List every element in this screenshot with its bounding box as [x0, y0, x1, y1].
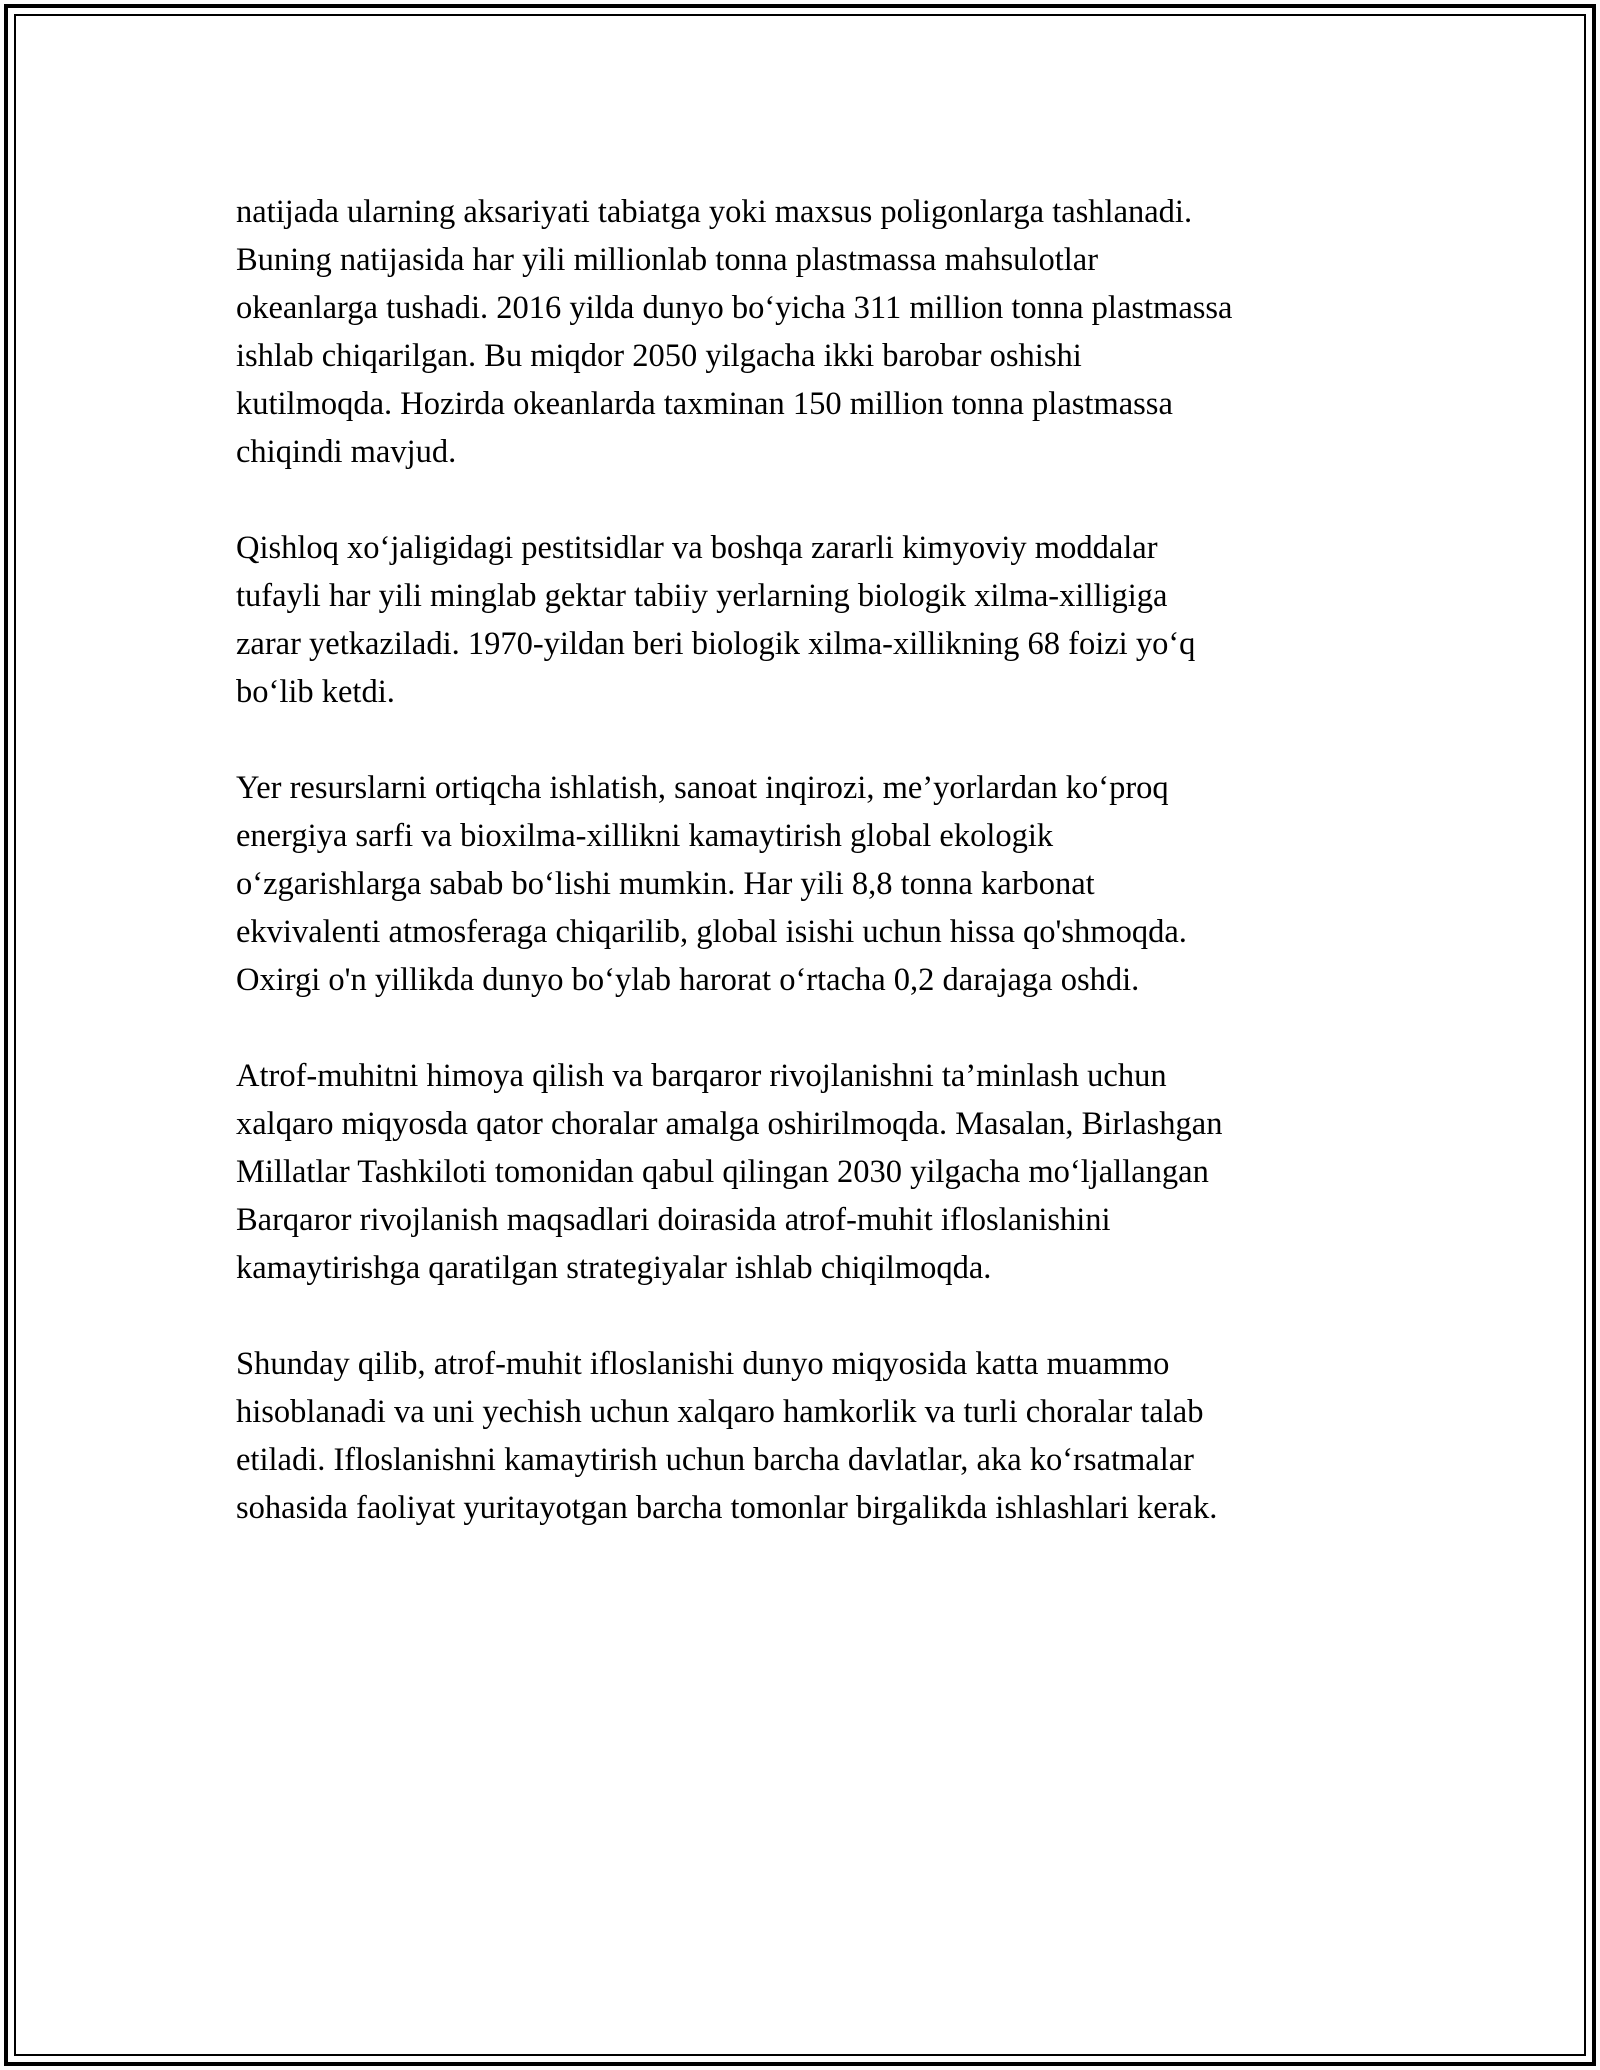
paragraph-international-measures: Atrof-muhitni himoya qilish va barqaror rivojlanishni ta’minlash uchun xalqaro miqyosda qator choralar amalga oshirilmoqda. Masalan, Birlashgan Millatlar Tashkiloti tomonidan qabul qilingan 2030 yilgacha mo‘ljallangan Barqaror rivojlanish maqsadlari doirasida atrof-muhit ifloslanishini kamaytirishga qaratilgan strategiyalar ishlab chiqilmoqda. [236, 1058, 1223, 1286]
paragraph-pesticides: Qishloq xo‘jaligidagi pestitsidlar va boshqa zararli kimyoviy moddalar tufayli har yili minglab gektar tabiiy yerlarning biologik xilma-xilligiga zarar yetkaziladi. 1970-yildan beri biologik xilma-xillikning 68 foizi yo‘q bo‘lib ketdi. [236, 530, 1196, 710]
paragraph-conclusion: Shunday qilib, atrof-muhit ifloslanishi dunyo miqyosida katta muammo hisoblanadi va uni yechish uchun xalqaro hamkorlik va turli choralar talab etiladi. Ifloslanishni kamaytirish uchun barcha davlatlar, aka ko‘rsatmalar sohasida faoliyat yuritayotgan barcha tomonlar birgalikda ishlashlari kerak. [236, 1346, 1218, 1526]
document-body [236, 188, 1376, 1532]
paragraph-global-warming: Yer resurslarni ortiqcha ishlatish, sanoat inqirozi, me’yorlardan ko‘proq energiya sarfi va bioxilma-xillikni kamaytirish global ekologik o‘zgarishlarga sabab bo‘lishi mumkin. Har yili 8,8 tonna karbonat ekvivalenti atmosferaga chiqarilib, global isishi uchun hissa qo'shmoqda. Oxirgi o'n yillikda dunyo bo‘ylab harorat o‘rtacha 0,2 darajaga oshdi. [236, 770, 1187, 998]
paragraph-plastic-waste: natijada ularning aksariyati tabiatga yoki maxsus poligonlarga tashlanadi. Buning natijasida har yili millionlab tonna plastmassa mahsulotlar okeanlarga tushadi. 2016 yilda dunyo bo‘yicha 311 million tonna plastmassa ishlab chiqarilgan. Bu miqdor 2050 yilgacha ikki barobar oshishi kutilmoqda. Hozirda okeanlarda taxminan 150 million tonna plastmassa chiqindi mavjud. [236, 194, 1233, 470]
